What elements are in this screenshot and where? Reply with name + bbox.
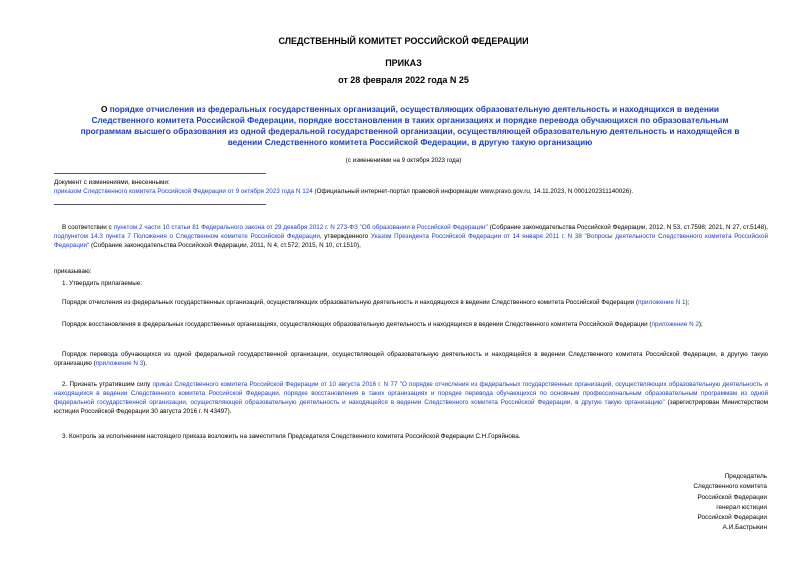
- order-word: приказываю:: [54, 268, 92, 275]
- edition-note: (с изменениями на 9 октября 2023 года): [345, 157, 462, 164]
- sub-item-1-text: Порядок отчисления из федеральных государственных организаций, осуществляющих образовательную деятельность и находящихся в ведении Следственного комитета Российской Федерации (: [62, 299, 639, 306]
- sub-item-2: [54, 320, 768, 329]
- changes-link[interactable]: приказом Следственного комитета Российской Федерации от 9 октября 2023 года N 124: [54, 188, 313, 195]
- sub-item-1-tail: );: [685, 299, 690, 306]
- signature-name: А.И.Бастрыкин: [722, 524, 767, 532]
- preamble-law-link[interactable]: пунктом 2 части 10 статьи 81 Федерального закона от 29 декабря 2012 г. N 273-ФЗ "Об образовании в Российской Федерации": [113, 224, 488, 231]
- sub-item-3: [54, 350, 768, 368]
- document-title: [70, 104, 750, 148]
- appendix-1-link[interactable]: приложение N 1: [638, 299, 686, 306]
- appendix-3-link[interactable]: приложение N 3: [95, 360, 144, 367]
- title-prefix: О: [100, 104, 110, 114]
- changes-tail: (Официальный интернет-портал правовой информации www.pravo.gov.ru, 14.11.2023, N 0001202311140026).: [312, 188, 634, 195]
- sub-item-3-tail: ).: [143, 360, 147, 367]
- item-3: 3. Контроль за исполнением настоящего приказа возложить на заместителя Председателя Следственного комитета Российской Федерации С.Н.Горяйнова.: [62, 433, 521, 440]
- document-type: ПРИКАЗ: [385, 58, 422, 68]
- organization-heading: СЛЕДСТВЕННЫЙ КОМИТЕТ РОССИЙСКОЙ ФЕДЕРАЦИИ: [278, 36, 529, 46]
- changes-block: [54, 178, 774, 196]
- document-date-number: от 28 февраля 2022 года N 25: [338, 75, 469, 85]
- divider-top: [54, 173, 266, 174]
- preamble-paragraph: [54, 223, 768, 250]
- preamble-text-4: (Собрание законодательства Российской Федерации, 2011, N 4, ст.572; 2015, N 10, ст.1510),: [89, 242, 361, 249]
- sub-item-3-text: Порядок перевода обучающихся из одной федеральной государственной организации, осуществляющей образовательную деятельность и находящейся в ведении Следственного комитета Российской Федерации, в другую такую организацию (: [54, 351, 768, 367]
- changes-label: Документ с изменениями, внесенными:: [54, 179, 170, 186]
- title-link[interactable]: порядке отчисления из федеральных государственных организаций, осуществляющих образовательную деятельность и находящихся в ведении Следственного комитета Российской Федерации, порядке восстановления в таких организациях и порядке перевода обучающихся по образовательным программам высшего образования из одной федеральной государственной организации, осуществляющей образовательную деятельность и находящейся в ведении Следственного комитета Российской Федерации, в другую такую организацию: [80, 104, 740, 147]
- item-2: [54, 380, 768, 416]
- preamble-text-3: , утвержденного: [319, 233, 371, 240]
- sub-item-2-tail: );: [698, 321, 703, 328]
- repealed-order-link[interactable]: приказ Следственного комитета Российской Федерации от 10 августа 2016 г. N 77 "О порядке отчисления из федеральных государственных организаций, осуществляющих образовательную деятельность и находящихся в ведении Следственного комитета Российской Федерации, порядке восстановления в таких организациях и порядке перевода обучающихся по основным профессиональным образовательным программам из одной федеральной государственной организации, осуществляющей образовательную деятельность и находящейся в ведении Следственного комитета Российской Федерации, в другую такую организацию": [54, 381, 768, 406]
- item-2-tail: (зарегистрирован Министерством юстиции Российской Федерации 30 августа 2016 г. N 43497).: [54, 399, 768, 415]
- signature-line: Российской Федерации: [697, 514, 767, 522]
- divider-bottom: [54, 204, 266, 205]
- preamble-decree-link[interactable]: Указом Президента Российской Федерации от 14 января 2011 г. N 38 "Вопросы деятельности Следственного комитета Российской Федерации": [54, 233, 769, 249]
- signature-block: [567, 472, 767, 534]
- item-2-text: 2. Признать утратившим силу: [62, 381, 153, 388]
- sub-item-1: [54, 298, 768, 307]
- preamble-regulation-link[interactable]: подпунктом 14.3 пункта 7 Положения о Следственном комитете Российской Федерации: [54, 233, 320, 240]
- signature-line: Российской Федерации: [697, 493, 767, 501]
- appendix-2-link[interactable]: приложение N 2: [651, 321, 699, 328]
- preamble-text-1: В соответствии с: [62, 224, 114, 231]
- changes-line: [54, 187, 774, 196]
- sub-item-2-text: Порядок восстановления в федеральных государственных организациях, осуществляющих образовательную деятельность и находящихся в ведении Следственного комитета Российской Федерации (: [62, 321, 652, 328]
- signature-line: Председатель: [724, 473, 767, 480]
- item-1: 1. Утвердить прилагаемые:: [62, 280, 142, 287]
- preamble-text-2: (Собрание законодательства Российской Федерации, 2012, N 53, ст.7598; 2021, N 27, ст.5148),: [487, 224, 768, 231]
- signature-line: генерал юстиции: [716, 503, 767, 511]
- signature-line: Следственного комитета: [693, 483, 767, 491]
